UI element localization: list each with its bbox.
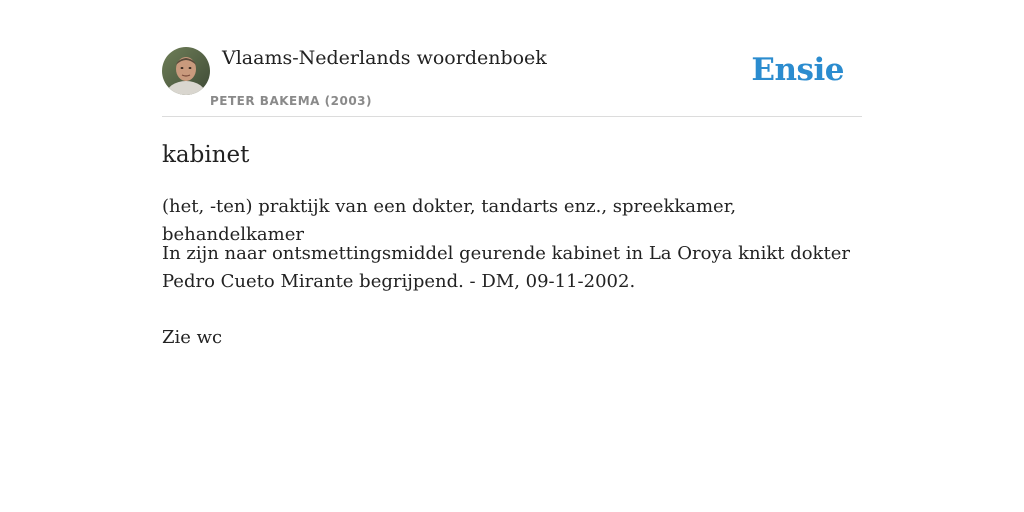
dictionary-title[interactable]: Vlaams-Nederlands woordenboek — [222, 47, 547, 69]
page-container — [162, 0, 862, 348]
brand-logo[interactable]: Ensie — [751, 52, 844, 88]
see-also-reference: Zie wc — [162, 327, 223, 348]
author-label[interactable]: PETER BAKEMA (2003) — [210, 94, 372, 108]
entry-header — [162, 0, 862, 117]
entry-definition: (het, -ten) praktijk van een dokter, tandarts enz., spreekkamer, behandelkamer — [162, 196, 737, 245]
author-photo-icon — [162, 47, 210, 95]
entry-headword: kabinet — [162, 142, 250, 168]
avatar[interactable] — [162, 47, 210, 95]
entry-example: In zijn naar ontsmettingsmiddel geurende kabinet in La Oroya knikt dokter Pedro Cueto Mirante begrijpend. - DM, 09-11-2002. — [162, 243, 850, 292]
